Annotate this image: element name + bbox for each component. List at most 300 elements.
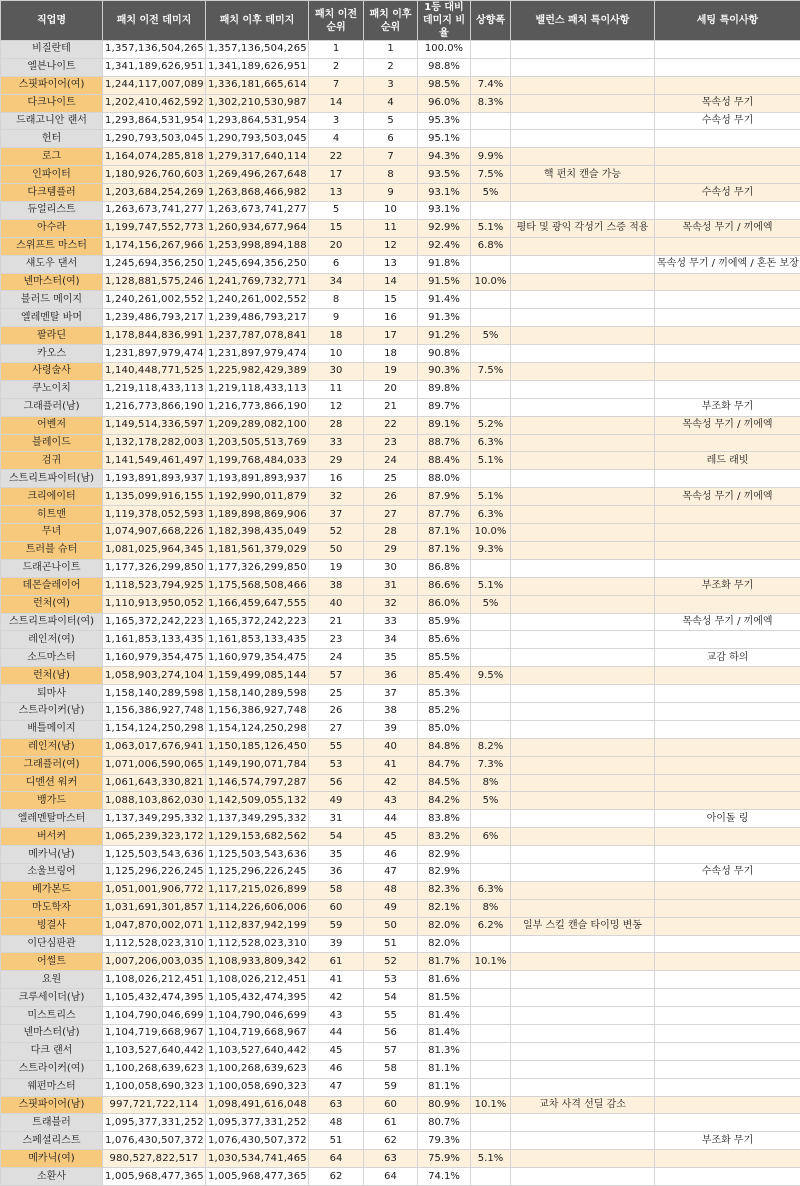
rank-after-cell: 56 (364, 1024, 418, 1042)
balance-note-cell (511, 1042, 655, 1060)
table-row (1, 273, 800, 291)
balance-note-cell (511, 363, 655, 381)
damage-after-cell: 1,076,430,507,372 (206, 1132, 309, 1150)
rank-after-cell: 28 (364, 524, 418, 542)
balance-note-cell: 핵 펀치 캔슬 가능 (511, 166, 655, 184)
rank-after-cell: 42 (364, 774, 418, 792)
ratio-cell: 87.7% (418, 506, 471, 524)
setting-note-cell: 수속성 무기 (655, 863, 800, 881)
damage-before-cell: 1,177,326,299,850 (103, 559, 206, 577)
balance-note-cell (511, 935, 655, 953)
ratio-cell: 93.1% (418, 202, 471, 220)
setting-note-cell: 목속성 무기 / 끼에엑 (655, 613, 800, 631)
damage-before-cell: 1,007,206,003,035 (103, 953, 206, 971)
damage-before-cell: 1,137,349,295,332 (103, 810, 206, 828)
table-row (1, 363, 800, 381)
increase-cell (471, 112, 511, 130)
table-row (1, 541, 800, 559)
damage-before-cell: 1,203,684,254,269 (103, 184, 206, 202)
class-name-cell: 스페셜리스트 (1, 1132, 103, 1150)
setting-note-cell (655, 828, 800, 846)
class-name-cell: 넨마스터(남) (1, 1024, 103, 1042)
ratio-cell: 86.0% (418, 595, 471, 613)
damage-after-cell: 1,117,215,026,899 (206, 881, 309, 899)
rank-before-cell: 57 (309, 667, 364, 685)
table-row (1, 595, 800, 613)
balance-note-cell (511, 774, 655, 792)
damage-before-cell: 1,341,189,626,951 (103, 58, 206, 76)
balance-note-cell (511, 738, 655, 756)
rank-after-cell: 38 (364, 702, 418, 720)
damage-before-cell: 1,125,296,226,245 (103, 863, 206, 881)
balance-note-cell (511, 792, 655, 810)
damage-after-cell: 1,156,386,927,748 (206, 702, 309, 720)
header-ratio: 1등 대비 데미지 비율 (418, 1, 471, 41)
rank-after-cell: 59 (364, 1078, 418, 1096)
increase-cell (471, 1078, 511, 1096)
class-name-cell: 스핏파이어(여) (1, 76, 103, 94)
increase-cell (471, 720, 511, 738)
table-row (1, 774, 800, 792)
ratio-cell: 82.1% (418, 899, 471, 917)
damage-before-cell: 1,178,844,836,991 (103, 327, 206, 345)
class-name-cell: 크루세이더(남) (1, 989, 103, 1007)
ratio-cell: 82.0% (418, 935, 471, 953)
table-row (1, 506, 800, 524)
rank-before-cell: 27 (309, 720, 364, 738)
setting-note-cell (655, 899, 800, 917)
table-row (1, 810, 800, 828)
increase-cell (471, 702, 511, 720)
rank-after-cell: 40 (364, 738, 418, 756)
rank-before-cell: 20 (309, 237, 364, 255)
ratio-cell: 74.1% (418, 1168, 471, 1186)
class-name-cell: 다크나이트 (1, 94, 103, 112)
damage-after-cell: 1,193,891,893,937 (206, 470, 309, 488)
damage-after-cell: 1,241,769,732,771 (206, 273, 309, 291)
ratio-cell: 94.3% (418, 148, 471, 166)
damage-after-cell: 1,182,398,435,049 (206, 524, 309, 542)
setting-note-cell (655, 1150, 800, 1168)
header-rank-after: 패치 이후 순위 (364, 1, 418, 41)
class-name-cell: 어썰트 (1, 953, 103, 971)
damage-after-cell: 1,341,189,626,951 (206, 58, 309, 76)
damage-before-cell: 1,263,673,741,277 (103, 202, 206, 220)
damage-after-cell: 1,112,528,023,310 (206, 935, 309, 953)
increase-cell: 7.5% (471, 363, 511, 381)
damage-after-cell: 1,239,486,793,217 (206, 309, 309, 327)
ratio-cell: 85.6% (418, 631, 471, 649)
rank-after-cell: 54 (364, 989, 418, 1007)
balance-note-cell (511, 828, 655, 846)
damage-after-cell: 1,114,226,606,006 (206, 899, 309, 917)
rank-before-cell: 46 (309, 1060, 364, 1078)
class-name-cell: 데몬슬레이어 (1, 577, 103, 595)
class-name-cell: 런처(여) (1, 595, 103, 613)
damage-after-cell: 1,209,289,082,100 (206, 416, 309, 434)
class-name-cell: 소울브링어 (1, 863, 103, 881)
rank-before-cell: 44 (309, 1024, 364, 1042)
damage-before-cell: 1,193,891,893,937 (103, 470, 206, 488)
ratio-cell: 81.1% (418, 1078, 471, 1096)
rank-before-cell: 7 (309, 76, 364, 94)
damage-after-cell: 1,290,793,503,045 (206, 130, 309, 148)
ratio-cell: 82.9% (418, 846, 471, 864)
table-body (1, 41, 800, 1186)
table-row (1, 380, 800, 398)
damage-after-cell: 1,302,210,530,987 (206, 94, 309, 112)
balance-note-cell (511, 184, 655, 202)
setting-note-cell (655, 631, 800, 649)
balance-note-cell (511, 237, 655, 255)
ratio-cell: 84.7% (418, 756, 471, 774)
damage-after-cell: 1,129,153,682,562 (206, 828, 309, 846)
increase-cell (471, 613, 511, 631)
rank-after-cell: 63 (364, 1150, 418, 1168)
rank-after-cell: 32 (364, 595, 418, 613)
ratio-cell: 87.1% (418, 541, 471, 559)
rank-after-cell: 11 (364, 219, 418, 237)
ratio-cell: 90.3% (418, 363, 471, 381)
balance-note-cell (511, 846, 655, 864)
damage-before-cell: 1,051,001,906,772 (103, 881, 206, 899)
increase-cell: 5.1% (471, 1150, 511, 1168)
table-row (1, 613, 800, 631)
class-name-cell: 스트리트파이터(남) (1, 470, 103, 488)
table-row (1, 971, 800, 989)
table-row (1, 76, 800, 94)
ratio-cell: 88.0% (418, 470, 471, 488)
increase-cell: 5% (471, 327, 511, 345)
class-name-cell: 블레이드 (1, 434, 103, 452)
class-name-cell: 엘레멘탈마스터 (1, 810, 103, 828)
damage-before-cell: 1,357,136,504,265 (103, 41, 206, 59)
balance-note-cell: 교차 사격 선딜 감소 (511, 1096, 655, 1114)
damage-before-cell: 1,140,448,771,525 (103, 363, 206, 381)
setting-note-cell: 수속성 무기 (655, 184, 800, 202)
rank-after-cell: 57 (364, 1042, 418, 1060)
rank-before-cell: 1 (309, 41, 364, 59)
class-name-cell: 엘레멘탈 바머 (1, 309, 103, 327)
damage-before-cell: 1,149,514,336,597 (103, 416, 206, 434)
damage-after-cell: 1,104,790,046,699 (206, 1007, 309, 1025)
balance-note-cell (511, 452, 655, 470)
rank-before-cell: 58 (309, 881, 364, 899)
damage-before-cell: 1,119,378,052,593 (103, 506, 206, 524)
rank-before-cell: 45 (309, 1042, 364, 1060)
setting-note-cell (655, 166, 800, 184)
balance-note-cell (511, 649, 655, 667)
ratio-cell: 91.3% (418, 309, 471, 327)
setting-note-cell (655, 1042, 800, 1060)
damage-after-cell: 1,269,496,267,648 (206, 166, 309, 184)
increase-cell (471, 1007, 511, 1025)
damage-before-cell: 1,074,907,668,226 (103, 524, 206, 542)
balance-note-cell (511, 1132, 655, 1150)
setting-note-cell (655, 559, 800, 577)
damage-after-cell: 1,030,534,741,465 (206, 1150, 309, 1168)
table-row (1, 166, 800, 184)
rank-before-cell: 37 (309, 506, 364, 524)
balance-note-cell (511, 434, 655, 452)
setting-note-cell (655, 237, 800, 255)
table-row (1, 130, 800, 148)
balance-note-cell (511, 488, 655, 506)
rank-before-cell: 61 (309, 953, 364, 971)
damage-before-cell: 1,100,058,690,323 (103, 1078, 206, 1096)
ratio-cell: 82.0% (418, 917, 471, 935)
balance-note-cell (511, 58, 655, 76)
header-row (1, 1, 800, 41)
class-name-cell: 디멘션 워커 (1, 774, 103, 792)
setting-note-cell: 목속성 무기 / 끼에엑 (655, 488, 800, 506)
class-name-cell: 이단심판관 (1, 935, 103, 953)
balance-note-cell (511, 291, 655, 309)
ratio-cell: 91.5% (418, 273, 471, 291)
class-name-cell: 스위프트 마스터 (1, 237, 103, 255)
table-row (1, 345, 800, 363)
rank-before-cell: 4 (309, 130, 364, 148)
class-name-cell: 사령술사 (1, 363, 103, 381)
damage-after-cell: 1,112,837,942,199 (206, 917, 309, 935)
table-row (1, 792, 800, 810)
rank-after-cell: 36 (364, 667, 418, 685)
setting-note-cell (655, 470, 800, 488)
rank-before-cell: 23 (309, 631, 364, 649)
setting-note-cell (655, 595, 800, 613)
rank-before-cell: 2 (309, 58, 364, 76)
setting-note-cell (655, 971, 800, 989)
damage-after-cell: 1,336,181,665,614 (206, 76, 309, 94)
damage-after-cell: 1,231,897,979,474 (206, 345, 309, 363)
balance-note-cell (511, 524, 655, 542)
setting-note-cell (655, 202, 800, 220)
rank-before-cell: 39 (309, 935, 364, 953)
setting-note-cell (655, 756, 800, 774)
table-row (1, 452, 800, 470)
balance-note-cell (511, 953, 655, 971)
ratio-cell: 81.7% (418, 953, 471, 971)
damage-after-cell: 1,104,719,668,967 (206, 1024, 309, 1042)
rank-before-cell: 59 (309, 917, 364, 935)
class-name-cell: 섀도우 댄서 (1, 255, 103, 273)
rank-before-cell: 52 (309, 524, 364, 542)
balance-note-cell (511, 685, 655, 703)
table-row (1, 291, 800, 309)
damage-before-cell: 1,104,719,668,967 (103, 1024, 206, 1042)
damage-before-cell: 1,244,117,007,089 (103, 76, 206, 94)
setting-note-cell (655, 685, 800, 703)
damage-after-cell: 1,177,326,299,850 (206, 559, 309, 577)
balance-note-cell (511, 470, 655, 488)
ratio-cell: 98.8% (418, 58, 471, 76)
rank-after-cell: 16 (364, 309, 418, 327)
damage-after-cell: 1,240,261,002,552 (206, 291, 309, 309)
class-name-cell: 아수라 (1, 219, 103, 237)
ratio-cell: 84.2% (418, 792, 471, 810)
damage-after-cell: 1,137,349,295,332 (206, 810, 309, 828)
class-name-cell: 비질란테 (1, 41, 103, 59)
ratio-cell: 95.3% (418, 112, 471, 130)
damage-before-cell: 1,216,773,866,190 (103, 398, 206, 416)
header-damage-before: 패치 이전 데미지 (103, 1, 206, 41)
setting-note-cell (655, 345, 800, 363)
table-row (1, 1150, 800, 1168)
damage-after-cell: 1,279,317,640,114 (206, 148, 309, 166)
increase-cell (471, 989, 511, 1007)
rank-before-cell: 21 (309, 613, 364, 631)
damage-before-cell: 1,165,372,242,223 (103, 613, 206, 631)
table-row (1, 327, 800, 345)
damage-after-cell: 1,181,561,379,029 (206, 541, 309, 559)
rank-after-cell: 29 (364, 541, 418, 559)
increase-cell (471, 863, 511, 881)
setting-note-cell (655, 738, 800, 756)
rank-before-cell: 49 (309, 792, 364, 810)
rank-before-cell: 50 (309, 541, 364, 559)
balance-note-cell (511, 309, 655, 327)
table-row (1, 577, 800, 595)
damage-after-cell: 1,216,773,866,190 (206, 398, 309, 416)
setting-note-cell: 교감 하의 (655, 649, 800, 667)
damage-after-cell: 1,125,296,226,245 (206, 863, 309, 881)
table-row (1, 1114, 800, 1132)
setting-note-cell (655, 1114, 800, 1132)
damage-after-cell: 1,237,787,078,841 (206, 327, 309, 345)
damage-after-cell: 1,189,898,869,906 (206, 506, 309, 524)
balance-note-cell (511, 1114, 655, 1132)
rank-before-cell: 48 (309, 1114, 364, 1132)
ratio-cell: 81.1% (418, 1060, 471, 1078)
class-name-cell: 버서커 (1, 828, 103, 846)
damage-before-cell: 1,047,870,002,071 (103, 917, 206, 935)
rank-after-cell: 60 (364, 1096, 418, 1114)
setting-note-cell (655, 327, 800, 345)
ratio-cell: 89.1% (418, 416, 471, 434)
setting-note-cell: 목속성 무기 / 끼에엑 (655, 416, 800, 434)
rank-before-cell: 43 (309, 1007, 364, 1025)
increase-cell (471, 291, 511, 309)
increase-cell: 7.3% (471, 756, 511, 774)
class-name-cell: 스핏파이어(남) (1, 1096, 103, 1114)
damage-after-cell: 1,160,979,354,475 (206, 649, 309, 667)
table-row (1, 559, 800, 577)
setting-note-cell (655, 380, 800, 398)
rank-after-cell: 14 (364, 273, 418, 291)
table-row (1, 846, 800, 864)
ratio-cell: 82.9% (418, 863, 471, 881)
damage-after-cell: 1,245,694,356,250 (206, 255, 309, 273)
table-row (1, 255, 800, 273)
rank-before-cell: 24 (309, 649, 364, 667)
increase-cell (471, 130, 511, 148)
balance-note-cell (511, 1060, 655, 1078)
rank-before-cell: 6 (309, 255, 364, 273)
increase-cell: 8% (471, 899, 511, 917)
balance-note-cell (511, 345, 655, 363)
increase-cell: 5.1% (471, 452, 511, 470)
ratio-cell: 80.7% (418, 1114, 471, 1132)
rank-before-cell: 33 (309, 434, 364, 452)
balance-note-cell (511, 577, 655, 595)
damage-before-cell: 1,105,432,474,395 (103, 989, 206, 1007)
class-name-cell: 블러드 메이지 (1, 291, 103, 309)
setting-note-cell: 목속성 무기 (655, 94, 800, 112)
balance-note-cell (511, 595, 655, 613)
header-damage-after: 패치 이후 데미지 (206, 1, 309, 41)
balance-note-cell (511, 720, 655, 738)
setting-note-cell (655, 76, 800, 94)
ratio-cell: 85.0% (418, 720, 471, 738)
table-row (1, 398, 800, 416)
ratio-cell: 91.4% (418, 291, 471, 309)
balance-note-cell (511, 863, 655, 881)
increase-cell (471, 1114, 511, 1132)
rank-before-cell: 22 (309, 148, 364, 166)
setting-note-cell (655, 720, 800, 738)
damage-before-cell: 1,154,124,250,298 (103, 720, 206, 738)
class-name-cell: 웨펀마스터 (1, 1078, 103, 1096)
balance-note-cell (511, 1078, 655, 1096)
ratio-cell: 87.9% (418, 488, 471, 506)
class-name-cell: 빙결사 (1, 917, 103, 935)
ratio-cell: 83.2% (418, 828, 471, 846)
balance-note-cell (511, 971, 655, 989)
ratio-cell: 84.5% (418, 774, 471, 792)
ratio-cell: 87.1% (418, 524, 471, 542)
rank-before-cell: 36 (309, 863, 364, 881)
table-row (1, 935, 800, 953)
ratio-cell: 91.8% (418, 255, 471, 273)
table-row (1, 667, 800, 685)
ratio-cell: 93.5% (418, 166, 471, 184)
damage-after-cell: 1,108,026,212,451 (206, 971, 309, 989)
increase-cell (471, 971, 511, 989)
increase-cell: 6.3% (471, 506, 511, 524)
balance-note-cell (511, 989, 655, 1007)
rank-before-cell: 47 (309, 1078, 364, 1096)
increase-cell: 8.2% (471, 738, 511, 756)
table-row (1, 881, 800, 899)
damage-before-cell: 1,231,897,979,474 (103, 345, 206, 363)
setting-note-cell (655, 309, 800, 327)
class-name-cell: 다크 랜서 (1, 1042, 103, 1060)
damage-after-cell: 1,293,864,531,954 (206, 112, 309, 130)
rank-after-cell: 43 (364, 792, 418, 810)
ratio-cell: 93.1% (418, 184, 471, 202)
damage-after-cell: 1,095,377,331,252 (206, 1114, 309, 1132)
rank-before-cell: 26 (309, 702, 364, 720)
class-name-cell: 크리에이터 (1, 488, 103, 506)
class-name-cell: 스트라이커(남) (1, 702, 103, 720)
table-row (1, 1060, 800, 1078)
rank-before-cell: 13 (309, 184, 364, 202)
damage-before-cell: 1,065,239,323,172 (103, 828, 206, 846)
table-row (1, 41, 800, 59)
rank-before-cell: 55 (309, 738, 364, 756)
rank-after-cell: 46 (364, 846, 418, 864)
header-balance-note: 밸런스 패치 특이사항 (511, 1, 655, 41)
ratio-cell: 84.8% (418, 738, 471, 756)
increase-cell: 8.3% (471, 94, 511, 112)
table-row (1, 917, 800, 935)
class-name-cell: 메카닉(여) (1, 1150, 103, 1168)
damage-after-cell: 1,098,491,616,048 (206, 1096, 309, 1114)
class-name-cell: 카오스 (1, 345, 103, 363)
increase-cell (471, 380, 511, 398)
balance-note-cell (511, 756, 655, 774)
damage-before-cell: 1,061,643,330,821 (103, 774, 206, 792)
